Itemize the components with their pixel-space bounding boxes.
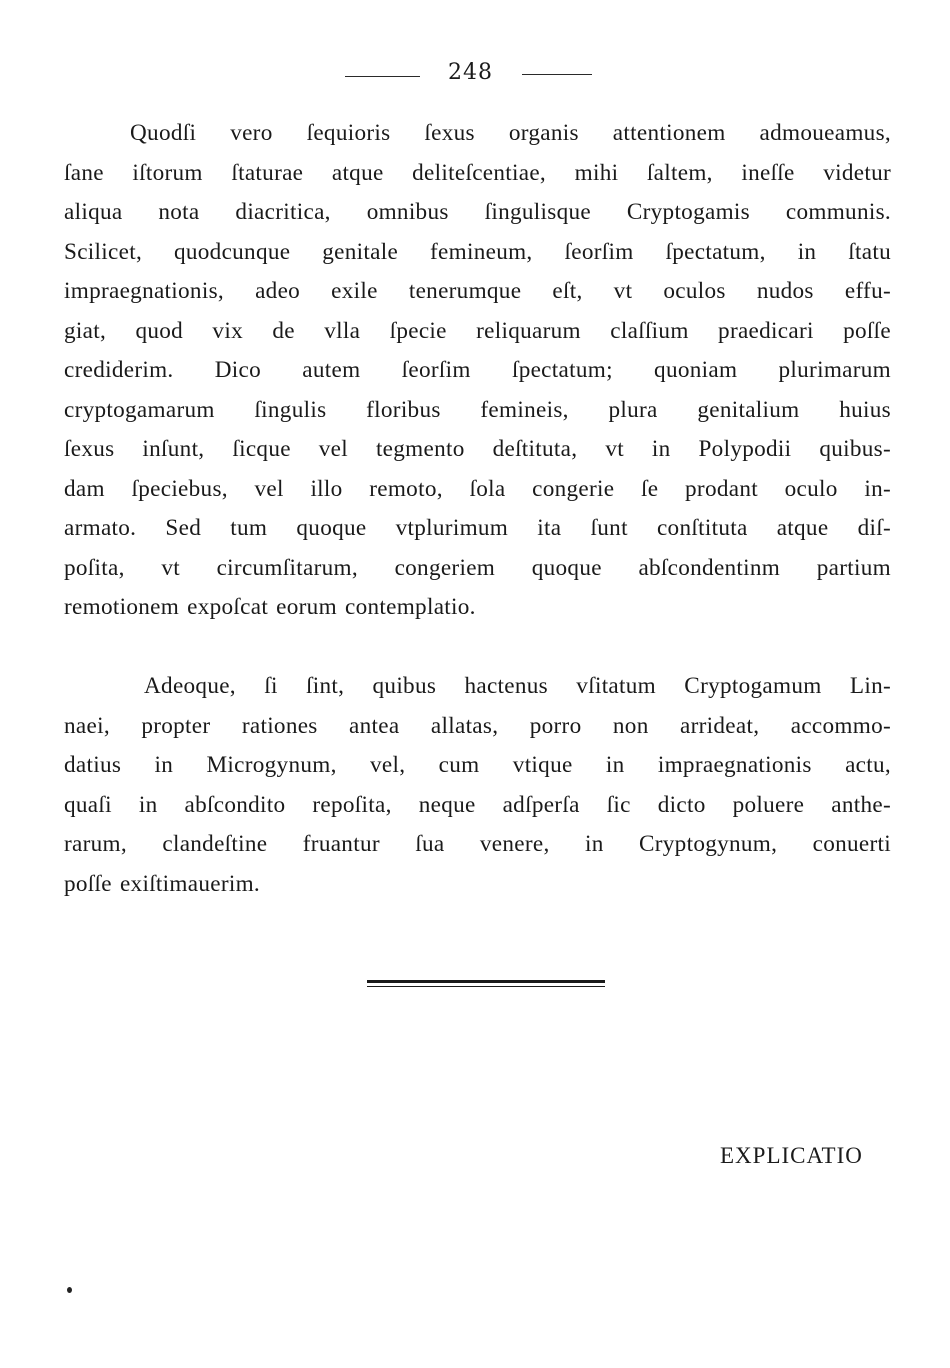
end-rule-thin — [367, 986, 605, 987]
section-end-rule — [367, 980, 605, 987]
text-line: rarum, clandeſtine fruantur ſua venere, in Cryptogynum, conuerti — [64, 831, 891, 857]
end-rule-thick — [367, 980, 605, 983]
text-line: quaſi in abſcondito repoſita, neque adſperſa ſic dicto poluere anthe- — [64, 791, 891, 818]
catchword: EXPLICATIO — [720, 1143, 863, 1168]
text-line: ſexus inſunt, ſicque vel tegmento deſtituta, vt in Polypodii quibus- — [64, 436, 891, 462]
page-number: 248 — [448, 60, 493, 85]
text-line: aliqua nota diacritica, omnibus ſingulisque Cryptogamis communis. — [64, 199, 891, 225]
header-rule-right — [522, 74, 592, 75]
text-line: poſita, vt circumſitarum, congeriem quoque abſcondentinm partium — [64, 554, 891, 581]
text-line: Scilicet, quodcunque genitale femineum, ſeorſim ſpectatum, in ſtatu — [64, 238, 891, 265]
text-line: remotionem expoſcat eorum contemplatio. — [64, 594, 476, 620]
ink-speck — [67, 1287, 72, 1293]
paragraph-2 — [64, 667, 891, 904]
text-line: naei, propter rationes antea allatas, porro non arrideat, accommo- — [64, 712, 891, 739]
page-header — [0, 60, 950, 90]
header-rule-left — [345, 76, 420, 77]
text-line: impraegnationis, adeo exile tenerumque eſt, vt oculos nudos effu- — [64, 278, 891, 304]
text-line: crediderim. Dico autem ſeorſim ſpectatum; quoniam plurimarum — [64, 357, 891, 383]
text-line: poſſe exiſtimauerim. — [64, 870, 261, 897]
text-line: dam ſpeciebus, vel illo remoto, ſola congerie ſe prodant oculo in- — [64, 475, 891, 502]
text-line: datius in Microgynum, vel, cum vtique in impraegnationis actu, — [64, 752, 891, 778]
paragraph-1 — [64, 114, 891, 628]
text-line: Adeoque, ſi ſint, quibus hactenus vſitatum Cryptogamum Lin- — [144, 673, 891, 699]
text-line: ſane iſtorum ſtaturae atque deliteſcentiae, mihi ſaltem, ineſſe videtur — [64, 159, 891, 186]
text-line: armato. Sed tum quoque vtplurimum ita ſunt conſtituta atque diſ- — [64, 515, 891, 541]
text-line: giat, quod vix de vlla ſpecie reliquarum claſſium praedicari poſſe — [64, 317, 891, 344]
text-line: cryptogamarum ſingulis floribus femineis, plura genitalium huius — [64, 396, 891, 423]
text-line: Quodſi vero ſequioris ſexus organis attentionem admoueamus, — [130, 120, 891, 146]
